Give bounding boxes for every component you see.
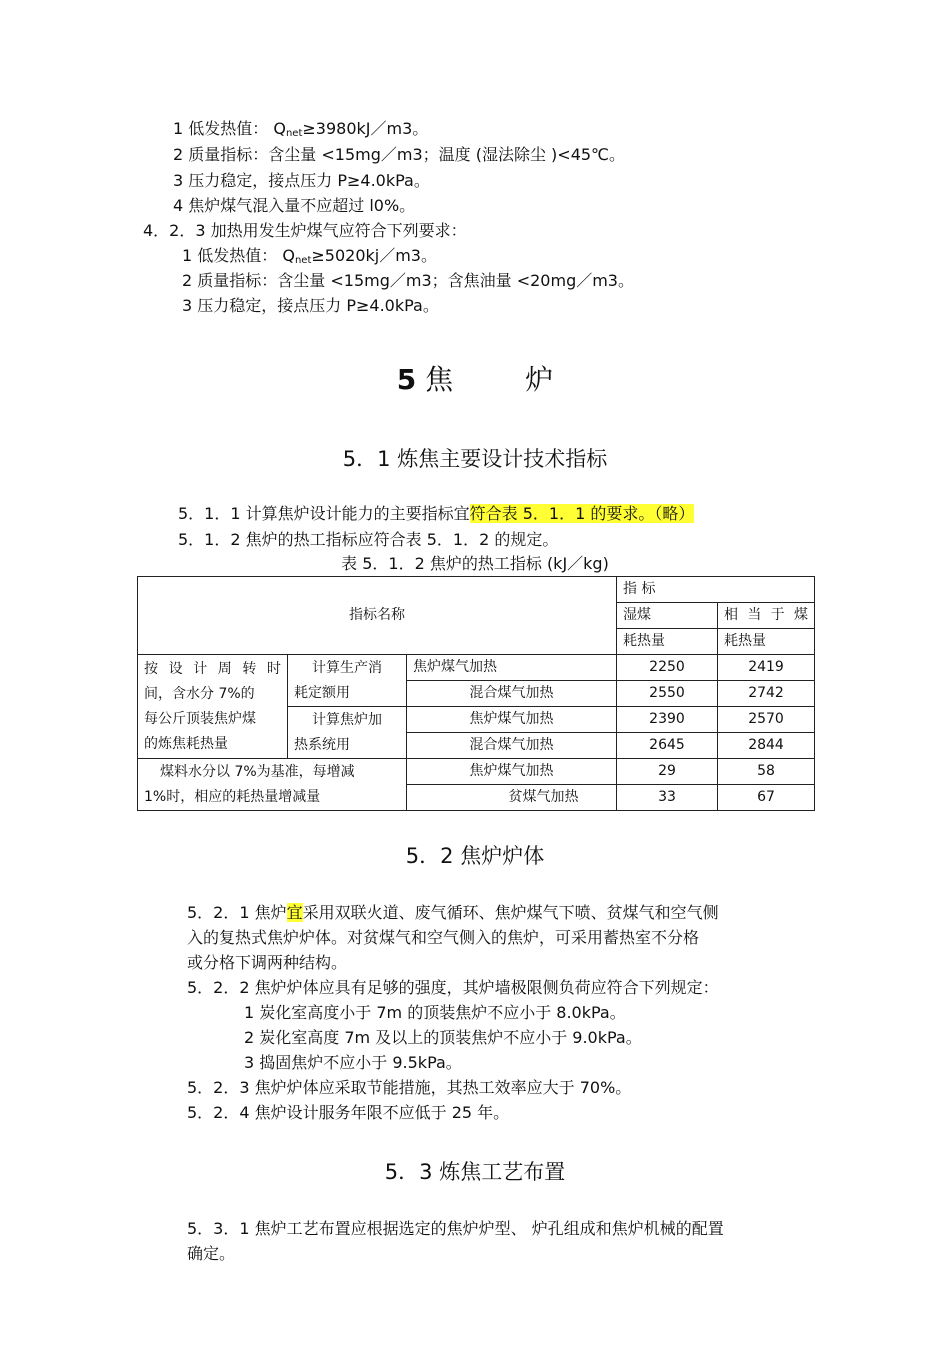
highlight: 符合表 5．1．1 的要求。（略） — [469, 504, 695, 523]
header-index: 指 标 — [617, 577, 815, 603]
table-cell-wet: 33 — [617, 785, 718, 811]
table-cell-gas: 贫煤气加热 — [407, 785, 617, 811]
table-cell-dry: 2742 — [718, 681, 815, 707]
section-5-1-title: 5．1 炼焦主要设计技术指标 — [342, 447, 608, 471]
header-wet-coal: 湿煤 — [617, 603, 718, 629]
table-caption: 表 5．1．2 焦炉的热工指标 (kJ／kg) — [341, 554, 609, 573]
table-cell-dry: 2570 — [718, 707, 815, 733]
clause-5-2-2-item1: 1 炭化室高度小于 7m 的顶装焦炉不应小于 8.0kPa。 — [244, 1003, 626, 1022]
line-quality-index-1: 2 质量指标：含尘量 <15mg／m3；温度 (湿法除尘 )<45℃。 — [173, 145, 626, 164]
header-index-name: 指标名称 — [138, 577, 617, 655]
section-5-2-title: 5．2 焦炉炉体 — [405, 844, 545, 868]
line-calorific-value-1: 1 低发热值： $Q_{net}\ge 3980kJ/m3$。 — [173, 119, 429, 139]
clause-5-2-2-item3: 3 捣固焦炉不应小于 9.5kPa。 — [244, 1053, 462, 1072]
clause-5-3-1-line2: 确定。 — [187, 1244, 236, 1263]
clause-5-2-4: 5．2．4 焦炉设计服务年限不应低于 25 年。 — [187, 1103, 510, 1122]
header-wet-coal-consumption: 耗热量 — [617, 629, 718, 655]
group-moisture-adjustment: 煤料水分以 7%为基准，每增减 1%时，相应的耗热量增减量 — [138, 759, 407, 811]
table-cell-wet: 2550 — [617, 681, 718, 707]
table-cell-dry: 67 — [718, 785, 815, 811]
line-pressure-1: 3 压力稳定，接点压力 P≥4.0kPa。 — [173, 171, 430, 190]
table-cell-gas: 焦炉煤气加热 — [407, 655, 617, 681]
clause-5-2-2: 5．2．2 焦炉炉体应具有足够的强度，其炉墙极限侧负荷应符合下列规定： — [187, 978, 719, 997]
line-quality-index-2: 2 质量指标：含尘量 <15mg／m3；含焦油量 <20mg／m3。 — [182, 271, 634, 290]
clause-5-2-2-item2: 2 炭化室高度 7m 及以上的顶装焦炉不应小于 9.0kPa。 — [244, 1028, 642, 1047]
header-dry-coal: 相当于煤 — [718, 603, 815, 629]
clause-5-2-3: 5．2．3 焦炉炉体应采取节能措施，其热工效率应大于 70%。 — [187, 1078, 632, 1097]
table-cell-wet: 2645 — [617, 733, 718, 759]
table-cell-dry: 2844 — [718, 733, 815, 759]
table-cell-dry: 58 — [718, 759, 815, 785]
sub-heating-system: 计算焦炉加 热系统用 — [288, 707, 407, 759]
section-5-3-title: 5．3 炼焦工艺布置 — [384, 1160, 566, 1184]
header-dry-coal-consumption: 耗热量 — [718, 629, 815, 655]
clause-5-2-1-line1: 5．2．1 焦炉宜采用双联火道、废气循环、焦炉煤气下喷、贫煤气和空气侧 — [187, 903, 719, 922]
highlight: 宜 — [286, 903, 303, 922]
table-cell-gas: 混合煤气加热 — [407, 681, 617, 707]
table-cell-gas: 焦炉煤气加热 — [407, 759, 617, 785]
clause-4-2-3: 4．2．3 加热用发生炉煤气应符合下列要求： — [143, 221, 467, 240]
table-cell-wet: 29 — [617, 759, 718, 785]
table-cell-wet: 2390 — [617, 707, 718, 733]
group-cycle-consumption: 按设计周转时 间，含水分 7%的 每公斤顶装焦炉煤 的炼焦耗热量 — [138, 655, 288, 759]
table-cell-dry: 2419 — [718, 655, 815, 681]
line-pressure-2: 3 压力稳定，接点压力 P≥4.0kPa。 — [182, 296, 439, 315]
line-calorific-value-2: 1 低发热值： $Q_{net}\ge 5020kj/m3$。 — [182, 246, 437, 266]
table-cell-gas: 混合煤气加热 — [407, 733, 617, 759]
clause-5-1-2: 5．1．2 焦炉的热工指标应符合表 5．1．2 的规定。 — [178, 530, 559, 549]
clause-5-2-1-line3: 或分格下调两种结构。 — [187, 953, 348, 972]
table-cell-gas: 焦炉煤气加热 — [407, 707, 617, 733]
clause-5-2-1-line2: 入的复热式焦炉炉体。对贫煤气和空气侧入的焦炉，可采用蓄热室不分格 — [187, 928, 700, 947]
heat-index-table — [137, 576, 815, 811]
line-coke-gas-mix: 4 焦炉煤气混入量不应超过 l0%。 — [173, 196, 416, 215]
clause-5-3-1-line1: 5．3．1 焦炉工艺布置应根据选定的焦炉炉型、 炉孔组成和焦炉机械的配置 — [187, 1219, 724, 1238]
clause-5-1-1: 5．1．1 计算焦炉设计能力的主要指标宜符合表 5．1．1 的要求。（略） — [178, 504, 695, 523]
sub-production-quota: 计算生产消 耗定额用 — [288, 655, 407, 707]
chapter-title: 5 焦 炉 — [396, 363, 554, 396]
table-cell-wet: 2250 — [617, 655, 718, 681]
